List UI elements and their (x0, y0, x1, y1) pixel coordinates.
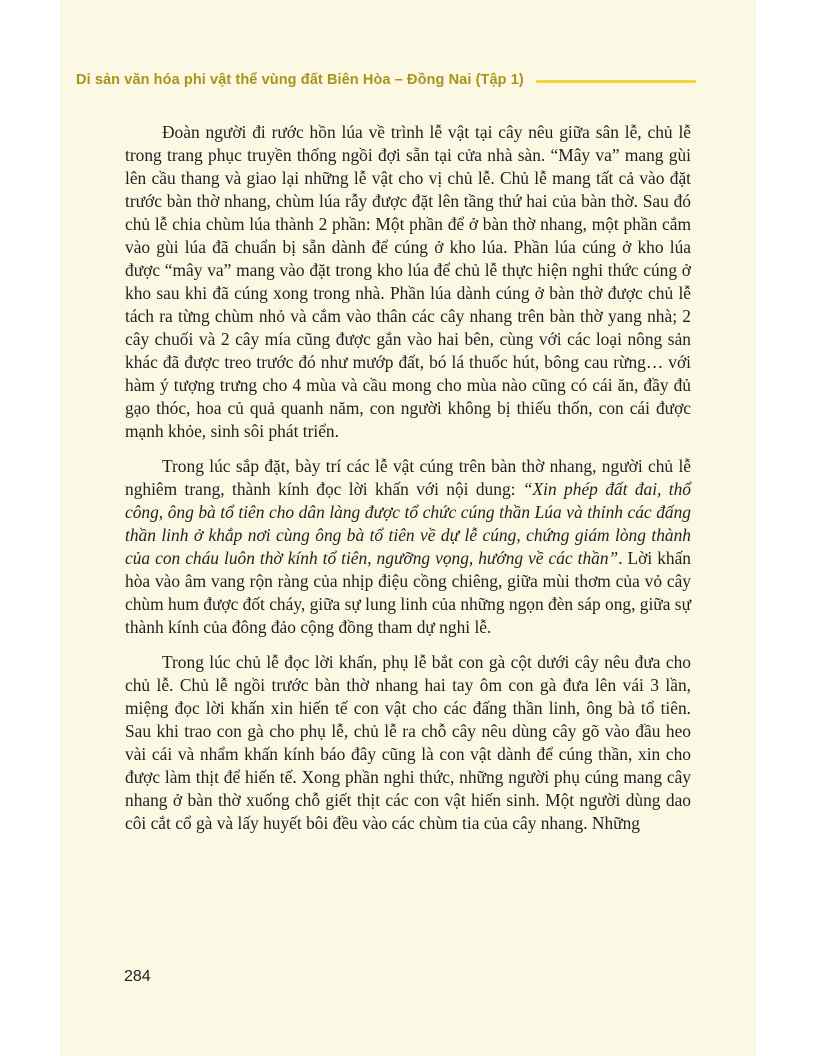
book-title: Di sản văn hóa phi vật thể vùng đất Biên Hòa – Đồng Nai (Tập 1) (76, 72, 524, 88)
body-text (125, 121, 691, 835)
paragraph-2 (125, 455, 691, 639)
running-header (76, 68, 696, 92)
page-number: 284 (124, 968, 151, 985)
invocation-quote: “Xin phép đất đai, thổ công, ông bà tổ tiên cho dân làng được tổ chức cúng thần Lúa và thỉnh các đấng thần linh ở khắp nơi cùng ông bà tổ tiên về dự lễ cúng, chứng giám lòng thành của con cháu luôn thờ kính tổ tiên, ngưỡng vọng, hướng về các thần” (125, 479, 691, 568)
paragraph-2-intro: Trong lúc sắp đặt, bày trí các lễ vật cúng trên bàn thờ nhang, người chủ lễ nghiêm trang, thành kính đọc lời khấn với nội dung: (125, 456, 691, 499)
paragraph-2-rest: . Lời khấn hòa vào âm vang rộn ràng của nhịp điệu cồng chiêng, giữa mùi thơm của vỏ cây chùm hum được đốt cháy, giữa sự lung linh của những ngọn đèn sáp ong, giữa sự thành kính của đông đảo cộng đồng tham dự nghi lễ. (125, 548, 692, 637)
paragraph-3: Trong lúc chủ lễ đọc lời khấn, phụ lễ bắt con gà cột dưới cây nêu đưa cho chủ lễ. Chủ lễ ngồi trước bàn thờ nhang hai tay ôm con gà đưa lên vái 3 lần, miệng đọc lời khấn xin hiến tế con vật cho các đấng thần linh, ông bà tổ tiên. Sau khi trao con gà cho phụ lễ, chủ lễ ra chỗ cây nêu dùng cây gõ vào đầu heo vài cái và nhẩm khấn kính báo đây cũng là con vật dành để cúng thần, xin cho được làm thịt để hiến tế. Xong phần nghi thức, những người phụ cúng mang cây nhang ở bàn thờ xuống chỗ giết thịt các con vật hiến sinh. Một người dùng dao côi cắt cổ gà và lấy huyết bôi đều vào các chùm tia của cây nhang. Những (125, 652, 691, 833)
header-rule (536, 80, 696, 83)
paragraph-1: Đoàn người đi rước hồn lúa về trình lễ vật tại cây nêu giữa sân lễ, chủ lễ trong trang phục truyền thống ngồi đợi sẵn tại cửa nhà sàn. “Mây va” mang gùi lên cầu thang và giao lại những lễ vật cho vị chủ lễ. Chủ lễ mang tất cả vào đặt trước bàn thờ nhang, chùm lúa rẫy được đặt lên tầng thứ hai của bàn thờ. Sau đó chủ lễ chia chùm lúa thành 2 phần: Một phần để ở bàn thờ nhang, một phần cắm vào gùi lúa đã chuẩn bị sẵn dành để cúng ở kho lúa. Phần lúa cúng ở kho lúa được “mây va” mang vào đặt trong kho lúa để chủ lễ thực hiện nghi thức cúng ở kho sau khi đã cúng xong trong nhà. Phần lúa dành cúng ở bàn thờ được chủ lễ tách ra từng chùm nhỏ và cắm vào thân các cây nhang trên bàn thờ yang nhà; 2 cây chuối và 2 cây mía cũng được gắn vào hai bên, cùng với các loại nông sản khác đã được treo trước đó như mướp đất, bó lá thuốc hút, bông cau rừng… với hàm ý tượng trưng cho 4 mùa và cầu mong cho mùa nào cũng có cái ăn, đầy đủ gạo thóc, hoa củ quả quanh năm, con người không bị thiếu thốn, con cái được mạnh khỏe, sinh sôi phát triển. (125, 122, 691, 441)
